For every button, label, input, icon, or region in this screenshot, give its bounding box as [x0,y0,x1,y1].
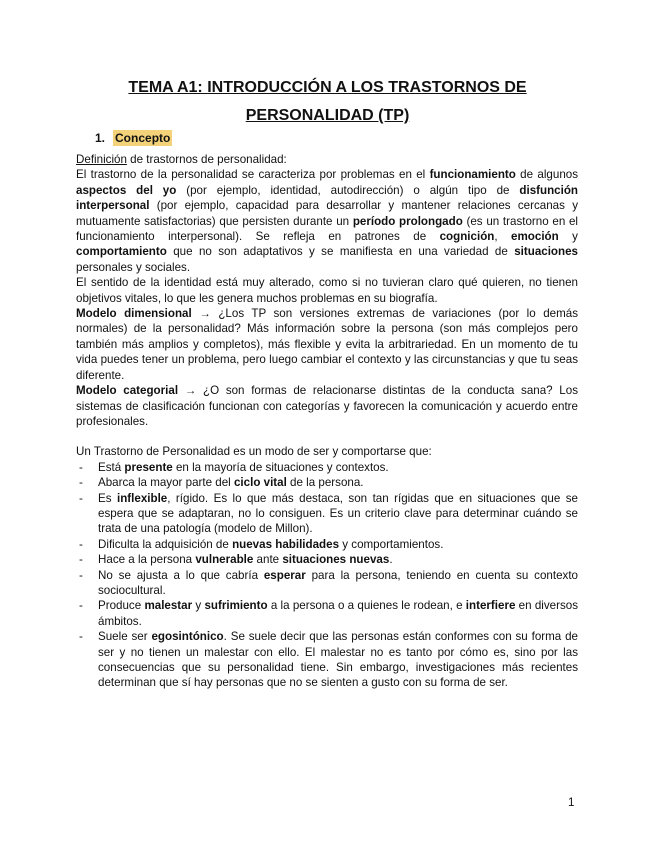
list-item-text: Dificulta la adquisición de [98,537,233,551]
definition-paragraph [76,167,578,275]
list-item-bold-term: malestar [144,599,193,613]
definition-text: y [558,230,578,244]
list-item [76,629,578,691]
document-title-line-2: PERSONALIDAD (TP) [245,107,410,124]
identity-paragraph: El sentido de la identidad está muy alterado, como si no tuvieran claro qué quieren, no tienen objetivos vitales, lo que les genera muchos problemas en su biografía. [76,276,578,305]
list-item-text: . Se suele decir que las personas están conformes con su forma de ser y no tienen un malestar con ello. El malestar no es tanto por cómo es, sino por las consecuencias que su personalidad tiene. Sin embargo, investigaciones más recientes determinan que sí hay personas que no se sienten a gusto con su forma de ser. [98,630,578,690]
definition-bold-term: situaciones [514,245,578,259]
definition-text: personales y sociales. [76,260,191,274]
traits-list [76,460,578,691]
list-item-bold-term: situaciones nuevas [282,553,390,567]
list-item-text: Suele ser [98,630,152,644]
definition-text: , [494,230,512,244]
paragraph-gap [76,429,578,444]
list-item-bold-term: vulnerable [195,553,254,567]
list-item [76,537,578,552]
definition-text: de algunos [515,168,579,182]
definition-bold-term: emoción [511,230,559,244]
dimensional-model-label: Modelo dimensional [76,307,192,321]
definition-bold-term: aspectos del yo [76,183,177,197]
section-label: Concepto [115,131,171,145]
list-item [76,568,578,599]
categorial-model-label: Modelo categorial [76,384,179,398]
definition-bold-term: comportamiento [76,245,167,259]
section-heading [95,131,172,146]
definition-text: El trastorno de la personalidad se caracteriza por problemas en el [76,168,430,182]
list-item-text: de la persona. [286,476,364,490]
list-item-bold-term: ciclo vital [233,476,287,490]
definition-bold-term: disfunción interpersonal [76,183,578,213]
list-item-text: , rígido. Es lo que más destaca, son tan rígidas que en situaciones que se espera que se adaptaran, no lo consiguen. Es un criterio clave para determinar cuándo se trata de una patología (modelo de Millon). [98,491,578,536]
list-item [76,475,578,490]
list-item-text: . [389,553,393,567]
list-item-bold-term: presente [124,460,173,474]
list-item-text: Produce [98,599,145,613]
list-item-bold-term: egosintónico [151,630,224,644]
definition-label: Definición [76,153,127,166]
list-item-bold-term: interfiere [465,599,516,613]
list-item-text: y comportamientos. [339,537,444,551]
list-item-text: y [192,599,205,613]
section-number: 1. [95,131,106,145]
categorial-model-paragraph [76,383,578,429]
list-item-text: a la persona o a quienes le rodean, e [267,599,466,613]
list-item-text: No se ajusta a lo que cabría [98,568,264,582]
list-item-text: Hace a la persona [98,553,196,567]
definition-bold-term: cognición [439,230,495,244]
list-item-text: Está [98,460,125,474]
definition-bold-term: funcionamiento [429,168,516,182]
list-intro: Un Trastorno de Personalidad es un modo de ser y comportarse que: [76,445,432,459]
document-title-line-1: TEMA A1: INTRODUCCIÓN A LOS TRASTORNOS DE [128,79,527,96]
list-item-bold-term: sufrimiento [204,599,268,613]
definition-text: que no son adaptativos y se manifiesta en una variedad de [166,245,515,259]
definition-text: (por ejemplo, capacidad para desarrollar y mantener relaciones cercanas y mutuamente satisfactorias) que persisten durante un [76,199,578,228]
list-item-text: Abarca la mayor parte del [98,476,234,490]
categorial-model-text: → ¿O son formas de relacionarse distintas de la conducta sana? Los sistemas de clasificación funcionan con categorías y favorecen la comunicación y acuerdo entre profesionales. [76,384,578,428]
list-item-bold-term: inflexible [116,491,168,505]
list-item-bold-term: esperar [263,568,306,582]
definition-bold-term: período prolongado [352,214,463,228]
definition-text: (por ejemplo, identidad, autodirección) o algún tipo de [176,183,520,197]
list-item [76,598,578,629]
definition-heading [76,152,578,167]
dimensional-model-text: → ¿Los TP son versiones extremas de variaciones (por lo demás normales) de la personalidad? Más información sobre la persona (son más complejos pero también más amplios y completos), más flexible y evita la arbitrariedad. En un momento de tu vida puedes tener un problema, pero luego cambiar el contexto y las circunstancias y que tu seas diferente. [76,307,579,382]
list-item-text: para la persona, teniendo en cuenta su contexto sociocultural. [98,568,578,597]
list-item-text: en diversos ámbitos. [98,599,578,628]
list-item [76,552,578,567]
list-item [76,460,578,475]
definition-label-rest: de trastornos de personalidad: [126,153,287,166]
list-item-text: ante [253,553,283,567]
list-item [76,491,578,537]
document-body [76,152,578,691]
page-number: 1 [568,796,575,809]
list-item-bold-term: nuevas habilidades [232,537,340,551]
list-item-text: en la mayoría de situaciones y contextos. [172,460,389,474]
definition-text: (es un trastorno en el funcionamiento interpersonal). Se refleja en patrones de [76,214,579,244]
dimensional-model-paragraph [76,306,578,383]
list-item-text: Es [98,491,117,505]
